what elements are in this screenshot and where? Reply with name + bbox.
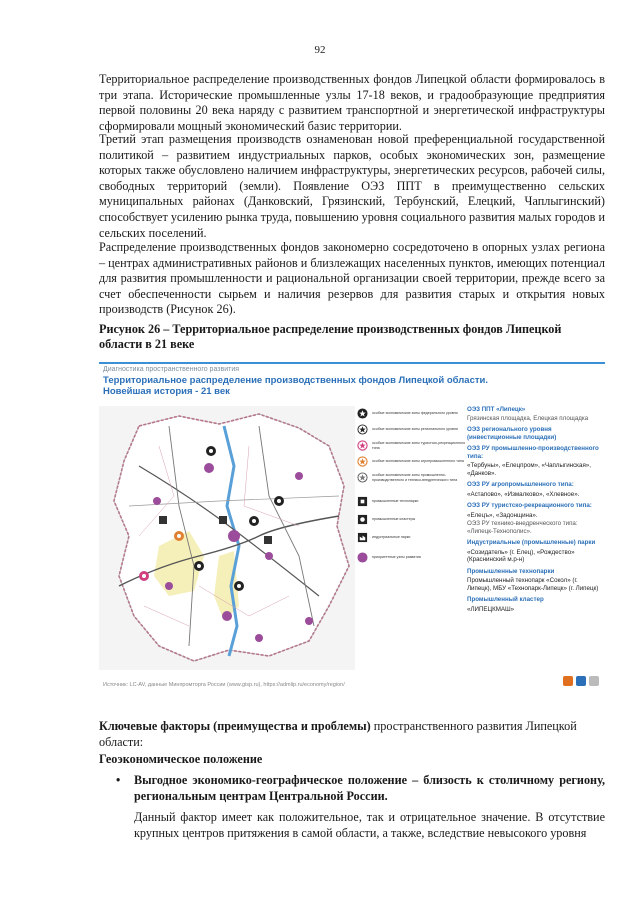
legend-label: приоритетные узлы развития — [372, 555, 421, 560]
legend-item — [357, 456, 467, 467]
technopark-icon — [357, 496, 368, 507]
bullet-dot-icon: • — [116, 773, 121, 787]
zone-heading: ОЭЗ РУ туристско-рекреационного типа: — [467, 502, 592, 509]
legend-label: особые экономические зоны туристско-рекреационного типа — [372, 441, 466, 450]
paragraph-after-bullet: Данный фактор имеет как положительное, так и отрицательное значение. В отсутствие крупных центров притяжения в самой области, а также, вследствие невысокого уровня — [134, 810, 605, 840]
legend-label: особые экономические зоны федерального уровня — [372, 411, 458, 416]
logo-icon — [563, 676, 573, 686]
legend-label: особые экономические зоны промышленно-производственного и технико-внедренческого типа — [372, 473, 458, 482]
figure-title-line: Новейшая история - 21 век — [103, 386, 230, 397]
legend-item — [357, 408, 467, 419]
paragraph-text: Третий этап размещения производств ознаменован новой преференциальной государственной политикой – развитием индустриальных парков, особых экономических зон, размещение которых также обусловлено наличием инфраструктуры, энергетических ресурсов, рабочей силы, свободных территорий (земли). Появление ОЭЗ ППТ в преимущественно сельских муниципальных районах (Данковский, Грязинский, Тербунский, Елецкий, Чаплыгинский) способствует усилению рынка труда, повышению уровня социального развития малых городов и сельских поселений. — [99, 132, 605, 240]
page-number: 92 — [314, 44, 326, 56]
priority-node-icon — [357, 552, 368, 563]
key-factors-line — [99, 719, 605, 750]
legend-label: промышленные технопарки — [372, 499, 419, 504]
industrial-park-icon — [357, 532, 368, 543]
legend-item — [357, 496, 467, 507]
zone-text: «Созидатель» (г. Елец), «Рождество» (Краснинский м.р-н) — [467, 548, 575, 563]
zone-text: «Тербуны», «Елецпром», «Чаплыгинская», «Данков». — [467, 462, 591, 477]
regional-zone-icon — [357, 424, 368, 435]
region-map — [99, 406, 355, 670]
paragraph-text: Территориальное распределение производственных фондов Липецкой области формировалось в три этапа. Исторические промышленные узлы 17-18 веков, и градообразующие предприятия первой половины 20 века наряду с развитием транспортной и энергетической инфраструктуры сформировали мощный экономический базис территории. — [99, 72, 605, 133]
zone-heading: ОЭЗ РУ агропромышленного типа: — [467, 481, 574, 488]
zone-text: ОЭЗ РУ технико-внедренческого типа: «Липецк-Технополис». — [467, 520, 578, 535]
zone-text: «Астапово», «Измалково», «Хлевное». — [467, 490, 580, 498]
figure-title-line: Территориальное распределение производственных фондов Липецкой области. — [103, 375, 488, 386]
legend-label: особые экономические зоны регионального уровня — [372, 427, 458, 432]
figure-panel — [99, 362, 605, 697]
legend-item — [357, 514, 467, 525]
bullet-item — [116, 773, 605, 804]
zone-text: Грязинская площадка, Елецкая площадка — [467, 414, 589, 422]
zone-heading: Индустриальные (промышленные) парки — [467, 539, 596, 546]
zones-description — [467, 402, 603, 613]
cluster-icon — [357, 514, 368, 525]
paragraph-1 — [99, 72, 605, 134]
section-heading: Геоэкономическое положение — [99, 752, 263, 766]
zone-heading: Промышленные технопарки — [467, 567, 555, 575]
zone-text: Промышленный технопарк «Сокол» (г. Липецк), МБУ «Технопарк-Липецк» (г. Липецк) — [467, 577, 599, 592]
key-factors-bold: Ключевые факторы (преимущества и проблемы) — [99, 719, 371, 733]
paragraph-2 — [99, 132, 605, 241]
zone-text: «Елецъ», «Задонщина». — [467, 511, 538, 519]
zone-heading: ОЭЗ регионального уровня (инвестиционные площадки) — [467, 426, 557, 441]
logo-icon — [589, 676, 599, 686]
zone-heading: ОЭЗ ППТ «Липецк» — [467, 406, 526, 413]
agro-zone-icon — [357, 456, 368, 467]
paragraph-text: Распределение производственных фондов закономерно сосредоточено в опорных узлах региона – центрах административных районов и близлежащих населенных пунктов, имеющих потенциал для развития промышленности и рациональной организации своей территории, прежде всего за счет обеспеченности сырьем и наличия резервов для развития старых и открытия новых производств (Рисунок 26). — [99, 240, 605, 317]
zone-text: «ЛИПЕЦКМАШ» — [467, 605, 515, 613]
federal-zone-icon — [357, 408, 368, 419]
legend-item — [357, 472, 467, 483]
zone-heading: ОЭЗ РУ промышленно-производственного типа: — [467, 445, 599, 460]
figure-caption: Рисунок 26 – Территориальное распределение производственных фондов Липецкой области в 21 веке — [99, 322, 562, 351]
key-factors-rest: пространственного развития Липецкой области: — [99, 719, 577, 749]
tourism-zone-icon — [357, 440, 368, 451]
legend-item — [357, 440, 467, 451]
legend-label: особые экономические зоны агропромышленного типа — [372, 459, 464, 464]
paragraph-3 — [99, 240, 605, 318]
figure-subtitle: Диагностика пространственного развития — [103, 366, 240, 373]
legend-label: индустриальные парки — [372, 535, 411, 540]
legend-item — [357, 424, 467, 435]
figure-source: Источник: LC-AV, данные Минпромторга России (www.gisp.ru), https://admlip.ru/economy/region/ — [103, 682, 345, 688]
logos — [563, 676, 599, 686]
legend-item — [357, 552, 467, 563]
legend-label: промышленные кластеры — [372, 517, 416, 522]
industrial-zone-icon — [357, 472, 368, 483]
figure-title — [103, 375, 593, 397]
legend-item — [357, 532, 467, 543]
zone-heading: Промышленный кластер — [467, 596, 544, 603]
bullet-text: Выгодное экономико-географическое положение – близость к столичному региону, региональным центрам Центральной России. — [134, 773, 605, 803]
logo-icon — [576, 676, 586, 686]
